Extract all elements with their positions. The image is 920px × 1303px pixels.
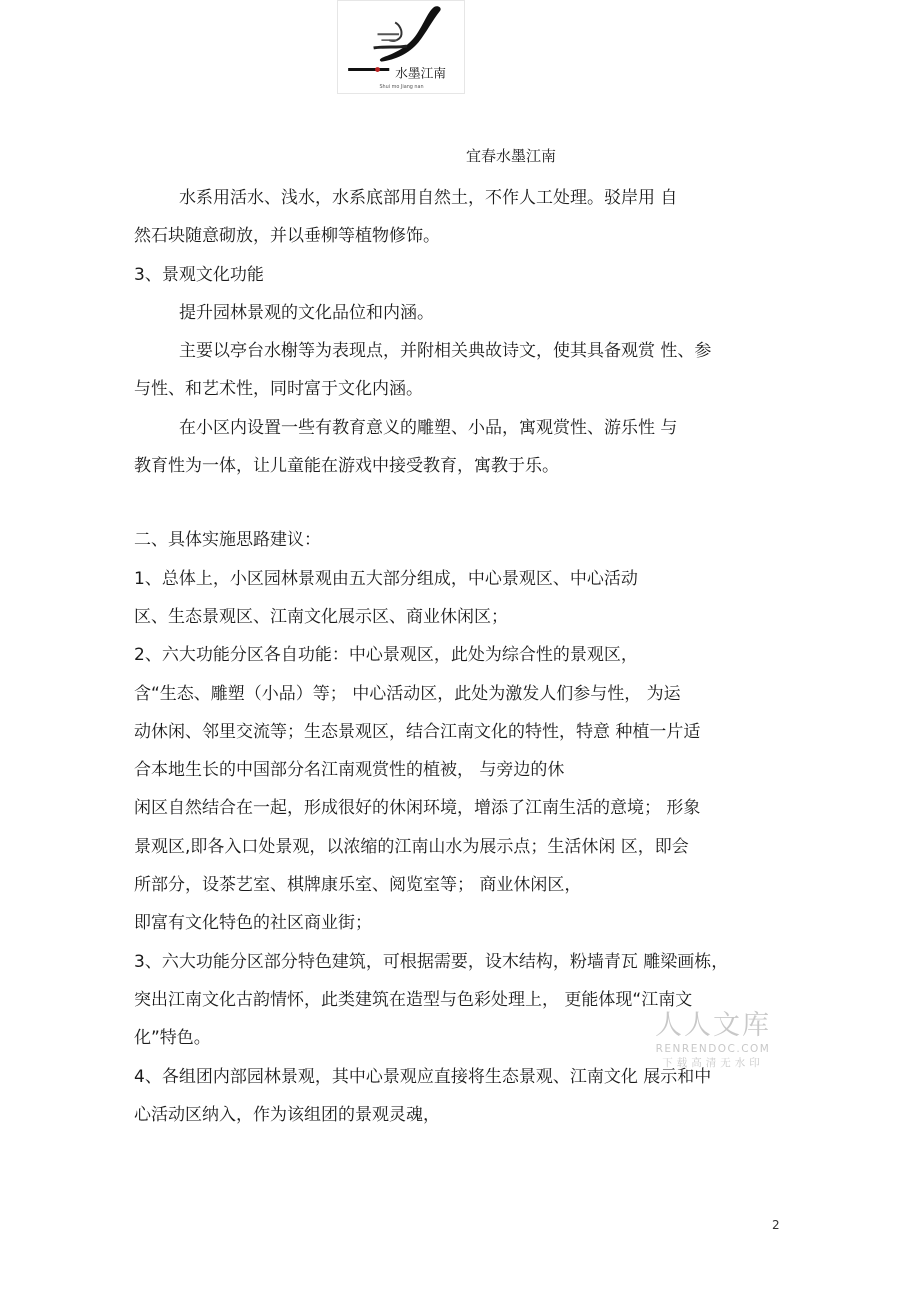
svg-text:水墨江南: 水墨江南 — [395, 65, 447, 81]
watermark — [648, 1010, 778, 1070]
paragraph-gap — [134, 485, 784, 521]
paragraph-line: 2、六大功能分区各自功能：中心景观区，此处为综合性的景观区， — [134, 645, 638, 666]
ink-brush-logo-icon — [338, 1, 464, 93]
paragraph-line: 4、各组团内部园林景观，其中心景观应直接将生态景观、江南文化 展示和中 — [134, 1066, 712, 1087]
paragraph-line: 突出江南文化古韵情怀，此类建筑在造型与色彩处理上， 更能体现“江南文 — [134, 989, 693, 1010]
paragraph-line: 在小区内设置一些有教育意义的雕塑、小品，寓观赏性、游乐性 与 — [179, 417, 678, 438]
paragraph-line: 化”特色。 — [134, 1028, 211, 1049]
paragraph-line: 水系用活水、浅水，水系底部用自然土，不作人工处理。驳岸用 自 — [179, 188, 678, 208]
paragraph-line: 闲区自然结合在一起，形成很好的休闲环境，增添了江南生活的意境； 形象 — [134, 798, 701, 819]
document-body — [134, 179, 784, 1134]
paragraph-line: 所部分，设茶艺室、棋牌康乐室、阅览室等； 商业休闲区， — [134, 875, 582, 896]
svg-text:Shui mo Jiang nan: Shui mo Jiang nan — [379, 84, 424, 91]
paragraph-line: 即富有文化特色的社区商业街； — [134, 913, 372, 934]
page-number: 2 — [772, 1218, 780, 1232]
paragraph-line: 教育性为一体，让儿童能在游戏中接受教育，寓教于乐。 — [134, 456, 559, 477]
paragraph-line: 与性、和艺术性，同时富于文化内涵。 — [134, 379, 423, 400]
paragraph-line: 1、总体上，小区园林景观由五大部分组成，中心景观区、中心活动 — [134, 568, 638, 589]
paragraph-line: 心活动区纳入，作为该组团的景观灵魂， — [134, 1104, 440, 1125]
paragraph-line: 合本地生长的中国部分名江南观赏性的植被， 与旁边的休 — [134, 760, 565, 781]
paragraph-line: 含“生态、雕塑（小品）等； 中心活动区，此处为激发人们参与性， 为运 — [134, 683, 681, 704]
logo — [337, 0, 465, 94]
section-heading: 3、景观文化功能 — [134, 264, 264, 285]
paragraph-line: 然石块随意砌放，并以垂柳等植物修饰。 — [134, 226, 440, 247]
watermark-sub: 下载高清无水印 — [662, 1057, 764, 1069]
watermark-url: RENRENDOC.COM — [655, 1043, 771, 1055]
section-heading: 二、具体实施思路建议： — [134, 530, 321, 551]
document-subtitle: 宜春水墨江南 — [466, 147, 557, 165]
paragraph-line: 提升园林景观的文化品位和内涵。 — [179, 302, 434, 323]
paragraph-line: 区、生态景观区、江南文化展示区、商业休闲区； — [134, 606, 508, 627]
paragraph-line: 3、六大功能分区部分特色建筑，可根据需要，设木结构，粉墙青瓦 雕梁画栋， — [134, 951, 729, 972]
watermark-main: 人人文库 — [655, 1010, 771, 1041]
paragraph-line: 主要以亭台水榭等为表现点，并附相关典故诗文，使其具备观赏 性、参 — [179, 341, 712, 362]
paragraph-line: 动休闲、邻里交流等；生态景观区，结合江南文化的特性，特意 种植一片适 — [134, 721, 701, 742]
paragraph-line: 景观区,即各入口处景观，以浓缩的江南山水为展示点；生活休闲 区，即会 — [134, 836, 689, 857]
